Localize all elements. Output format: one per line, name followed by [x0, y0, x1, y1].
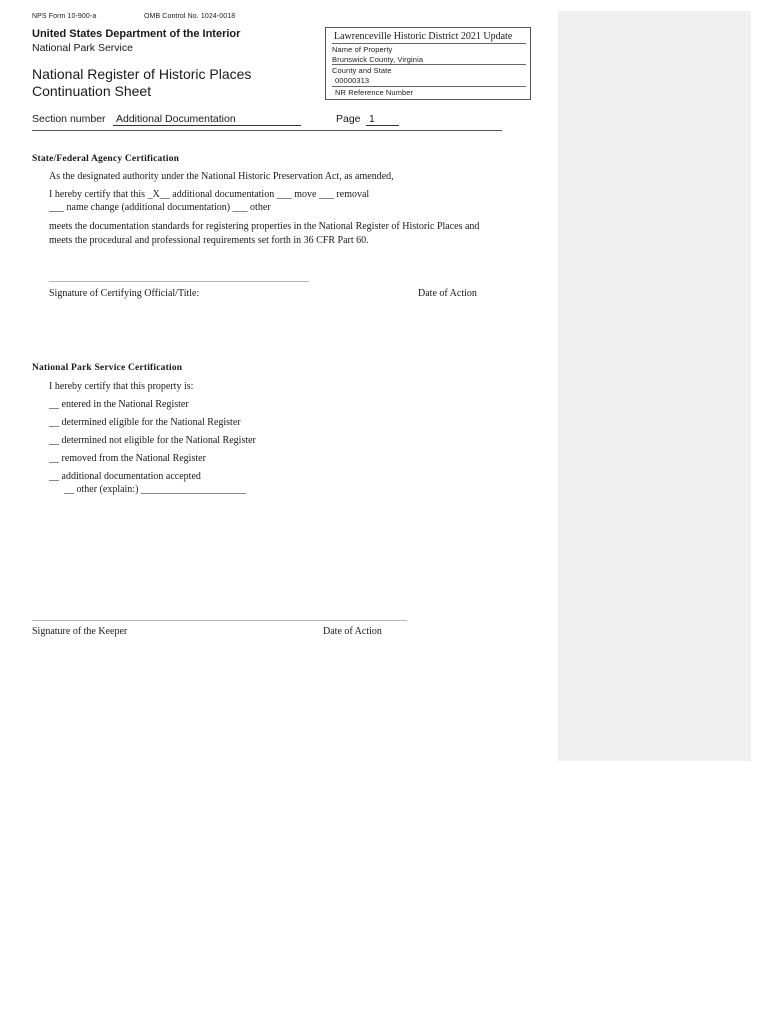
state-cert-line5: meets the procedural and professional requirements set forth in 36 CFR Part 60.	[49, 235, 369, 246]
keeper-date-label: Date of Action	[323, 626, 382, 637]
state-cert-line4: meets the documentation standards for registering properties in the National Register of Historic Places and	[49, 221, 480, 232]
state-cert-line2: I hereby certify that this _X__ additional documentation ___ move ___ removal	[49, 189, 370, 200]
page-number-value	[366, 113, 399, 126]
section-number-value	[113, 113, 301, 126]
form-number: NPS Form 10-900-a	[32, 13, 97, 20]
nps-cert-item: __ determined not eligible for the National Register	[49, 435, 256, 446]
certifying-signature-line: ____________________________________________________	[49, 272, 309, 283]
agency-name: United States Department of the Interior	[32, 28, 241, 40]
name-of-property-label: Name of Property	[332, 45, 393, 54]
page-title: National Register of Historic Places	[32, 66, 252, 82]
nps-cert-item: __ additional documentation accepted	[49, 471, 201, 482]
page-label: Page	[336, 113, 361, 125]
certifying-signature-label: Signature of Certifying Official/Title:	[49, 288, 200, 299]
county-state-value: 00000313	[335, 76, 370, 85]
nps-cert-intro: I hereby certify that this property is:	[49, 381, 194, 392]
section-number-label: Section number	[32, 113, 106, 125]
divider	[332, 64, 526, 65]
section-number-text: Additional Documentation	[116, 113, 236, 125]
nps-cert-item: __ other (explain:) _____________________	[64, 484, 246, 495]
state-cert-line1: As the designated authority under the National Historic Preservation Act, as amended,	[49, 171, 394, 182]
divider	[332, 86, 526, 87]
omb-control-number: OMB Control No. 1024-0018	[144, 13, 236, 20]
county-state-label: County and State	[332, 66, 392, 75]
nps-cert-item: __ entered in the National Register	[49, 399, 189, 410]
nps-cert-heading: National Park Service Certification	[32, 363, 183, 373]
state-cert-line3: ___ name change (additional documentation) ___ other	[49, 202, 271, 213]
service-name: National Park Service	[32, 42, 133, 54]
keeper-signature-label: Signature of the Keeper	[32, 626, 128, 637]
header-rule	[32, 130, 502, 131]
name-of-property-value: Brunswick County, Virginia	[332, 55, 424, 64]
property-info-box	[325, 27, 531, 100]
page-subtitle: Continuation Sheet	[32, 83, 152, 99]
divider	[332, 43, 526, 44]
certifying-date-label: Date of Action	[418, 288, 477, 299]
state-cert-heading: State/Federal Agency Certification	[32, 154, 180, 164]
keeper-signature-line: ___________________________________________________________________________	[32, 611, 407, 622]
property-title: Lawrenceville Historic District 2021 Update	[334, 31, 513, 42]
page-number-text: 1	[369, 113, 375, 125]
nr-reference-label: NR Reference Number	[335, 88, 414, 97]
nps-cert-item: __ determined eligible for the National Register	[49, 417, 241, 428]
nps-cert-item: __ removed from the National Register	[49, 453, 206, 464]
side-panel	[558, 11, 751, 761]
